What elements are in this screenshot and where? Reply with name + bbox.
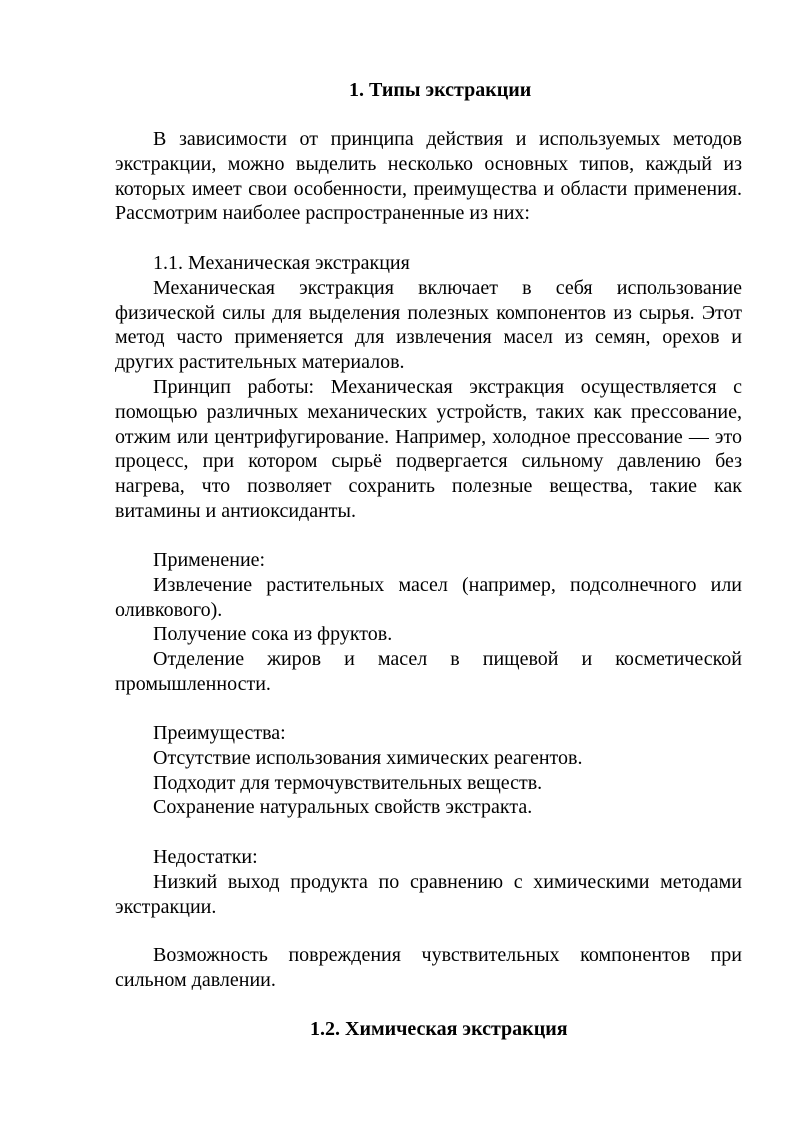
section-heading: 1. Типы экстракции <box>349 79 532 101</box>
intro-paragraph: В зависимости от принципа действия и используемых методов экстракции, можно выделить несколько основных типов, каждый из которых имеет свои особенности, преимущества и области применения. Рассмотрим наиболее распространенные из них: <box>115 128 742 225</box>
list-item: Отсутствие использования химических реагентов. <box>153 746 583 769</box>
disadvantages-block <box>115 845 742 919</box>
advantages-block <box>115 721 742 820</box>
body-paragraph: Механическая экстракция включает в себя использование физической силы для выделения полезных компонентов из сырья. Этот метод часто применяется для извлечения масел из семян, орехов и других растительных материалов. <box>115 276 742 374</box>
body-paragraph: Возможность повреждения чувствительных компонентов при сильном давлении. <box>115 944 742 991</box>
subsection-title: 1.1. Механическая экстракция <box>153 252 410 274</box>
body-paragraph: Принцип работы: Механическая экстракция осуществляется с помощью различных механических устройств, таких как прессование, отжим или центрифугирование. Например, холодное прессование — это процесс, при котором сырьё подвергается сильному давлению без нагрева, что позволяет сохранить полезные вещества, такие как витамины и антиоксиданты. <box>115 375 742 522</box>
application-label: Применение: <box>153 549 266 571</box>
subsection-mechanical <box>115 251 742 524</box>
list-item: Подходит для термочувствительных веществ. <box>153 771 543 794</box>
list-item: Извлечение растительных масел (например, подсолнечного или оливкового). <box>115 573 742 621</box>
list-item: Низкий выход продукта по сравнению с химическими методами экстракции. <box>115 870 742 918</box>
advantages-label: Преимущества: <box>153 722 286 744</box>
disadvantages-label: Недостатки: <box>153 846 258 868</box>
application-block <box>115 548 742 697</box>
list-item: Получение сока из фруктов. <box>153 623 393 646</box>
extra-block <box>115 943 742 993</box>
list-item: Сохранение натуральных свойств экстракта. <box>153 796 533 819</box>
subsection-heading: 1.2. Химическая экстракция <box>310 1018 568 1040</box>
intro-block <box>115 127 742 226</box>
list-item: Отделение жиров и масел в пищевой и косметической промышленности. <box>115 648 742 695</box>
